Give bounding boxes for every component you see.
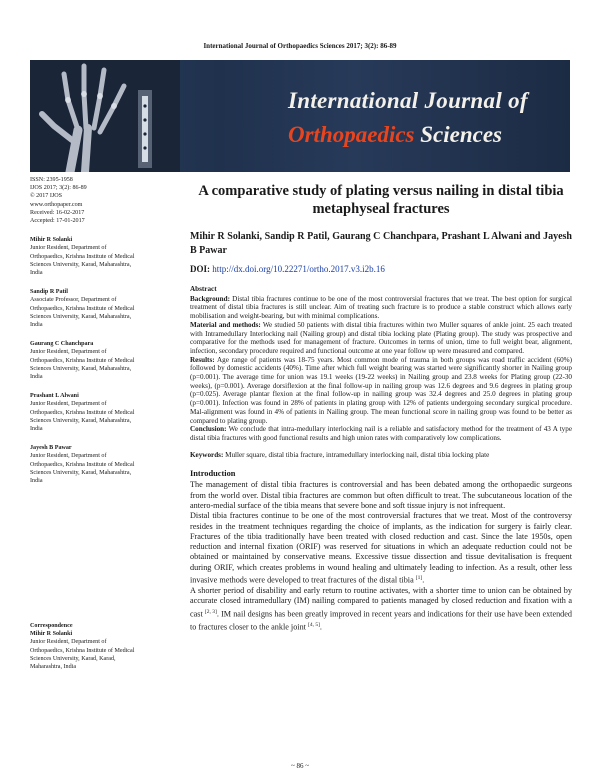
journal-banner [30, 60, 570, 172]
abstract-results [190, 356, 572, 426]
sidebar-author-affiliation: Junior Resident, Department of Orthopaedics, Krishna Institute of Medical Sciences University, Karad, Maharashtra, India [30, 453, 135, 485]
abstract-text: We conclude that intra-medullary interlocking nail is a reliable and satisfactory method for the treatment of 43 A type distal tibia fractures with good functional results and high union rates with comparatively low complications. [190, 425, 572, 442]
abstract-methods [190, 321, 572, 356]
intro-text: . IM nail designs has been greatly improved in recent years and indications for their use have been extended to fractures closer to the ankle joint [190, 609, 572, 632]
banner-title-accent: Orthopaedics [288, 122, 415, 147]
abstract-text: Age range of patients was 18-75 years. Most common mode of trauma in both groups was road traffic accident (60%) followed by domestic accidents (40%). Time after which full weight bearing was started were significantly shorter in Nailing group (p=0.001). The average time for union was 19.1 weeks (19-22 weeks) in Nailing group and 23.8 weeks for Plating group (22-30 weeks), (p=0.001). Average dorsiflexion at the final follow-up in nailing group was 12.6 degrees and 9.6 degrees in plating group (p=0.025). Average plantar flexion at the final follow-up in nailing group was 32.4 degrees and 25.0 degrees in plating group (p=0.001). Infection was found in 28% of patients in plating group with 12% of patients undergoing secondary surgical procedure. Mal-alignment was found in 4% of patients in Nailing group. The mean functional score in nailing group was found to be better as compared to plating group. [190, 355, 572, 425]
doi-link[interactable]: http://dx.doi.org/10.22271/ortho.2017.v3.i2b.16 [212, 264, 385, 274]
meta-volume: IJOS 2017; 3(2): 86-89 [30, 185, 87, 192]
meta-copyright: © 2017 IJOS [30, 193, 63, 200]
abstract [190, 285, 572, 443]
intro-paragraph [190, 586, 572, 633]
page-number: ~ 86 ~ [290, 762, 310, 770]
abstract-conclusion [190, 425, 572, 442]
sidebar-author-affiliation: Associate Professor, Department of Orthopaedics, Krishna Institute of Medical Sciences University, Karad, Maharashtra, India [30, 297, 135, 329]
doi-line [190, 263, 572, 275]
meta-accepted: Accepted: 17-01-2017 [30, 218, 85, 225]
sidebar-author [30, 392, 138, 433]
correspondence-affiliation: Junior Resident, Department of Orthopaedics, Krishna Institute of Medical Sciences University, Karad, Karad, Maharashtra, India [30, 639, 135, 671]
meta-issn: ISSN: 2395-1958 [30, 177, 73, 183]
sidebar-author-affiliation: Junior Resident, Department of Orthopaedics, Krishna Institute of Medical Sciences University, Karad, Maharashtra, India [30, 245, 135, 277]
sidebar-author-name: Gaurang C Chanchpara [30, 341, 94, 348]
article-authors: Mihir R Solanki, Sandip R Patil, Gaurang C Chanchpara, Prashant L Alwani and Jayesh B Pawar [190, 231, 572, 256]
keywords [190, 451, 572, 460]
keywords-label: Keywords: [190, 450, 224, 459]
journal-header: International Journal of Orthopaedics Sciences 2017; 3(2): 86-89 [203, 42, 397, 50]
abstract-title: Abstract [190, 285, 217, 293]
meta-website[interactable]: www.orthopaper.com [30, 201, 83, 208]
intro-text: Distal tibia fractures continue to be one of the most controversial fractures that we treat. Most of the controversy resides in the treatment techniques regarding the choice of implants, as the indication for surgery is fairly clear. Fractures of the tibia traditionally have been treated with closed reduction and cast. Since the late 1950s, open reduction and internal fixation (ORIF) was reserved for situations in which an adequate reduction could not be obtained or maintained by conservative means. Excessive tissue dissection and tissue devitalisation is frequent during ORIF, which creates problems in wound healing and ultimately leading to infection. As a result, other less invasive methods were developed to treat fractures of the distal tibia [190, 511, 572, 585]
article-main [190, 182, 572, 633]
abstract-label: Results: [190, 355, 215, 364]
sidebar-author [30, 444, 138, 485]
sidebar-author-affiliation: Junior Resident, Department of Orthopaedics, Krishna Institute of Medical Sciences University, Karad, Maharashtra, India [30, 349, 135, 381]
intro-heading: Introduction [190, 469, 236, 479]
intro-text: . [319, 622, 322, 632]
correspondence-name: Mihir R Solanki [30, 631, 73, 638]
abstract-label: Background: [190, 294, 230, 303]
citation-ref[interactable]: [1] [415, 575, 423, 582]
sidebar-author [30, 340, 138, 381]
intro-paragraph: Distal tibia fractures continue to be one of the most controversial fractures that we treat. Most of the controversy resides in the treatment techniques regarding the choice of implants, as the indication for surgery is fairly clear. Fractures of the tibia traditionally have been treated with closed reduction and cast. Since the late 1950s, open reduction and internal fixation (ORIF) was reserved for situations in which an adequate reduction could not be obtained or maintained by conservative means. Excessive tissue dissection and tissue devitalisation is frequent during ORIF, which creates problems in wound healing and ultimately leading to infection. As a result, other less invasive methods were developed to treat fractures of the distal tibia [1]. [190, 511, 572, 585]
banner-title-line1: International Journal of [288, 88, 528, 113]
sidebar-author-affiliation: Junior Resident, Department of Orthopaedics, Krishna Institute of Medical Sciences University, Karad, Maharashtra, India [30, 401, 135, 433]
keywords-text: Muller square, distal tibia fracture, intramedullary interlocking nail, distal tibia locking plate [225, 450, 490, 459]
abstract-label: Conclusion: [190, 425, 227, 434]
banner-title-rest: Sciences [420, 122, 503, 147]
citation-ref[interactable]: [2, 3] [204, 608, 217, 615]
abstract-label: Material and methods: [190, 320, 261, 329]
sidebar [30, 176, 138, 485]
sidebar-author [30, 288, 138, 329]
correspondence-block [30, 622, 138, 671]
abstract-text: Distal tibia fractures continue to be one of the most controversial fractures that we treat. The best option for surgical treatment of distal tibia fractures is still unclear. Aim of treating such fracture is to produce a stable construct which allows early mobilisation and weight-bearing, but with minimal complications. [190, 294, 572, 321]
sidebar-author-name: Mihir R Solanki [30, 237, 73, 244]
sidebar-author-name: Jayesh B Pawar [30, 445, 72, 452]
sidebar-author-name: Prashant L Alwani [30, 393, 79, 400]
intro-body [190, 480, 572, 632]
intro-text: A shorter period of disability and early return to routine activates, with a shorter time to union can be obtained by accurate closed intramedullary (IM) nailing compared to patients managed by closed reduction and fixation with a cast [190, 586, 572, 619]
sidebar-author-name: Sandip R Patil [30, 289, 68, 296]
correspondence-title: Correspondence [30, 623, 73, 629]
citation-ref[interactable]: [4, 5] [308, 621, 320, 628]
abstract-background [190, 295, 572, 321]
sidebar-author [30, 236, 138, 277]
xray-hand-image [30, 60, 180, 172]
banner-title-line2 [288, 122, 502, 148]
meta-received: Received: 16-02-2017 [30, 209, 85, 216]
abstract-text: We studied 50 patients with distal tibia fractures within two Muller squares of ankle joint. 25 each treated with Intramedullary Interlocking nail (Nailing group) and distal tibia locking plate (Plating group). The study was prospective and comparative for the methods used for management of fracture. Outcomes in terms of union, time to full weight bear, alignment, infection, secondary procedure required and functional outcome at one year follow up were measured and compared. [190, 320, 572, 355]
doi-label: DOI: [190, 264, 210, 274]
article-meta [30, 176, 138, 225]
intro-paragraph: The management of distal tibia fractures is controversial and has been debated among the orthopaedic surgeons from the world over. Distal tibia fractures are common but often difficult to treat. The subcutaneous location of the antero-medial surface of the tibia means that severe bone and soft tissue injury is not infrequent. [190, 480, 572, 510]
article-title: A comparative study of plating versus nailing in distal tibia metaphyseal fractures [198, 183, 564, 217]
